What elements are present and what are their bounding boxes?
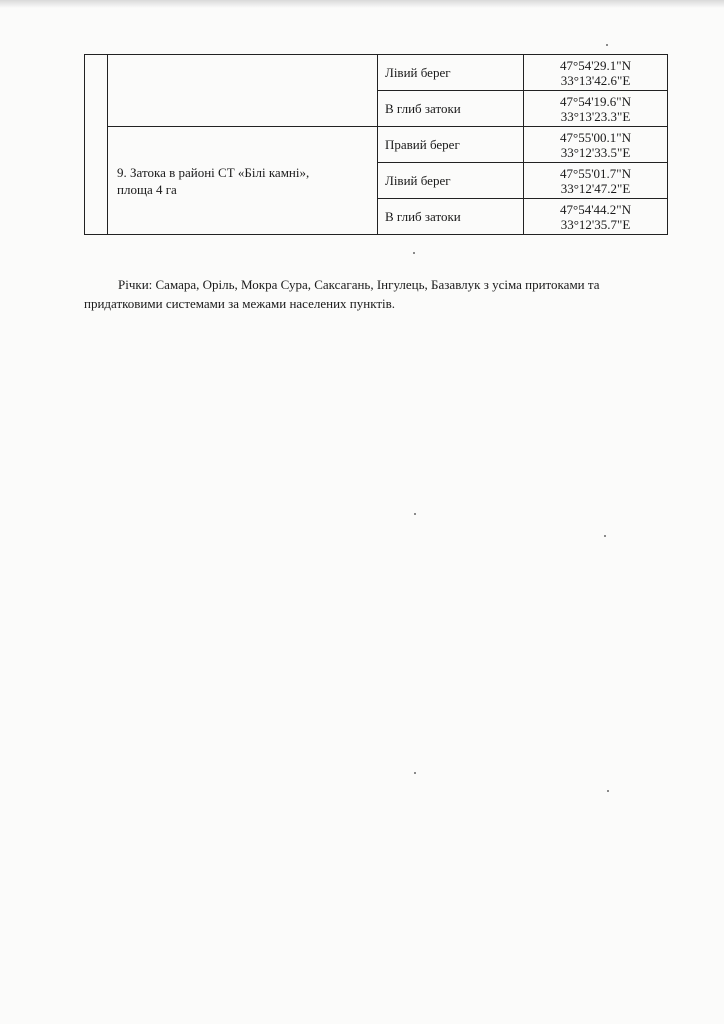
place-line-2: площа 4 га [117, 181, 177, 197]
latitude: 47°55'00.1"N [560, 129, 631, 145]
latitude: 47°54'19.6"N [560, 93, 631, 109]
number-column [85, 55, 108, 235]
coordinate-cell [524, 163, 668, 199]
rivers-note: Річки: Самара, Оріль, Мокра Сура, Саксагань, Інгулець, Базавлук з усіма притоками та придатковими системами за межами населених пунктів. [84, 277, 600, 311]
longitude: 33°12'35.7"E [560, 216, 631, 232]
longitude: 33°13'42.6"E [560, 72, 631, 88]
scan-speck [604, 535, 606, 537]
side-cell: Лівий берег [378, 163, 524, 199]
longitude: 33°13'23.3"E [560, 108, 631, 124]
scan-speck [606, 44, 608, 46]
side-cell: Правий берег [378, 127, 524, 163]
scan-speck [413, 252, 415, 254]
coordinate-cell [524, 199, 668, 235]
latitude: 47°54'44.2"N [560, 201, 631, 217]
table-row [85, 127, 668, 163]
scan-speck [414, 513, 416, 515]
side-cell: В глиб затоки [378, 91, 524, 127]
longitude: 33°12'47.2"E [560, 180, 631, 196]
scan-speck [607, 790, 609, 792]
scan-edge-shadow [0, 0, 724, 8]
coordinate-cell [524, 127, 668, 163]
coordinate-cell [524, 91, 668, 127]
side-cell: В глиб затоки [378, 199, 524, 235]
place-cell-continued [108, 55, 378, 127]
latitude: 47°54'29.1"N [560, 57, 631, 73]
coordinate-cell [524, 55, 668, 91]
side-cell: Лівий берег [378, 55, 524, 91]
table-row [85, 55, 668, 91]
scan-speck [414, 772, 416, 774]
coordinates-table [84, 54, 668, 235]
place-cell-item-9 [108, 127, 378, 235]
place-line-1: 9. Затока в районі СТ «Білі камні», [117, 164, 310, 180]
latitude: 47°55'01.7"N [560, 165, 631, 181]
longitude: 33°12'33.5"E [560, 144, 631, 160]
